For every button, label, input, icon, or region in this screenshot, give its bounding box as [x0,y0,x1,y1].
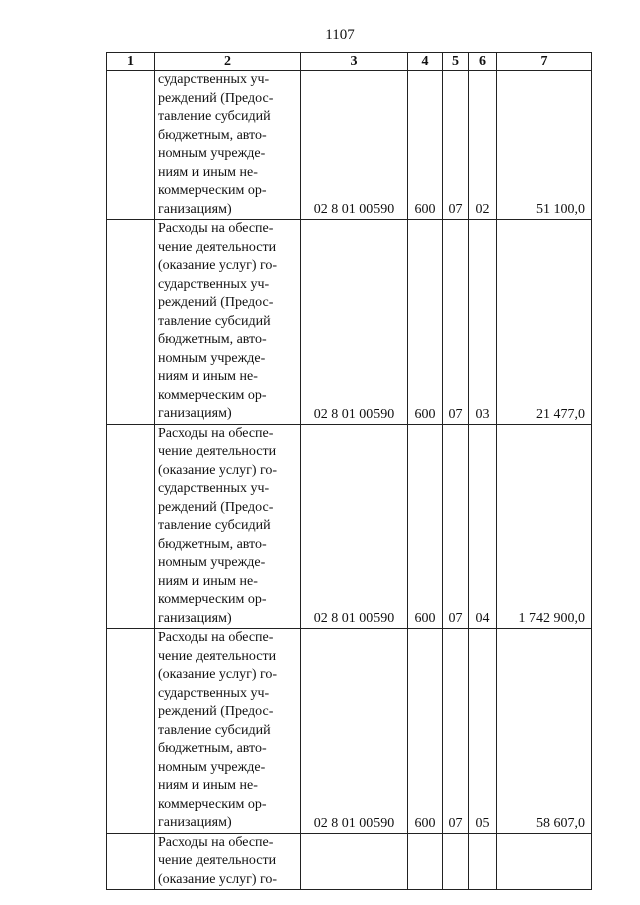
description-line: коммерческим ор- [158,796,267,812]
description-line: (оказание услуг) го- [158,462,278,478]
amount-cell: 1 742 900,0 [497,424,592,629]
description-line: номным учрежде- [158,350,266,366]
page-number: 1107 [325,27,355,43]
description-line: (оказание услуг) го- [158,871,278,887]
description-line: тавление субсидий [158,109,271,124]
row-number-cell [107,71,155,220]
expense-type-cell: 600 [408,424,443,629]
description-cell [155,71,301,220]
code-cell: 02 8 01 00590 [301,220,408,425]
description-line: Расходы на обеспе- [158,630,274,645]
description-line: бюджетным, авто- [158,127,267,143]
subsection-cell [469,833,497,890]
expense-type-cell: 600 [408,71,443,220]
description-line: номным учрежде- [158,555,266,570]
description-line: ниям и иным не- [158,164,258,180]
section-cell: 07 [443,424,469,629]
code-cell: 02 8 01 00590 [301,629,408,834]
description-line: сударственных уч- [158,481,270,496]
description-line: ниям и иным не- [158,778,258,793]
description-line: чение деятельности [158,853,277,868]
description-line: номным учрежде- [158,759,266,775]
description-line: бюджетным, авто- [158,332,267,347]
code-cell [301,833,408,890]
column-header: 4 [408,53,443,71]
description-line: коммерческим ор- [158,592,267,607]
expense-type-cell: 600 [408,220,443,425]
description-line: сударственных уч- [158,276,270,292]
section-cell: 07 [443,71,469,220]
description-line: коммерческим ор- [158,387,267,403]
description-line: ганизациям) [158,406,232,421]
description-cell [155,424,301,629]
table-row [107,424,592,629]
description-line: ганизациям) [158,201,232,217]
description-line: ганизациям) [158,610,232,626]
column-header: 6 [469,53,497,71]
subsection-cell: 03 [469,220,497,425]
description-line: коммерческим ор- [158,183,267,198]
subsection-cell: 04 [469,424,497,629]
description-line: сударственных уч- [158,72,270,87]
description-line: реждений (Предос- [158,295,274,310]
row-number-cell [107,424,155,629]
description-line: реждений (Предос- [158,499,274,515]
section-cell: 07 [443,220,469,425]
subsection-cell: 05 [469,629,497,834]
description-cell [155,833,301,890]
code-cell: 02 8 01 00590 [301,71,408,220]
description-line: бюджетным, авто- [158,536,267,552]
description-line: чение деятельности [158,239,277,255]
expense-type-cell: 600 [408,629,443,834]
column-header: 3 [301,53,408,71]
amount-cell: 51 100,0 [497,71,592,220]
description-line: чение деятельности [158,444,277,459]
table-row [107,220,592,425]
description-line: чение деятельности [158,648,277,664]
code-cell: 02 8 01 00590 [301,424,408,629]
column-header: 5 [443,53,469,71]
column-header: 7 [497,53,592,71]
table-row [107,71,592,220]
header-row [107,53,592,71]
description-line: тавление субсидий [158,518,271,533]
subsection-cell: 02 [469,71,497,220]
section-cell: 07 [443,629,469,834]
description-line: тавление субсидий [158,722,271,738]
amount-cell: 58 607,0 [497,629,592,834]
description-line: реждений (Предос- [158,704,274,719]
row-number-cell [107,220,155,425]
column-header: 1 [107,53,155,71]
description-line: (оказание услуг) го- [158,258,278,273]
description-line: (оказание услуг) го- [158,667,278,682]
row-number-cell [107,629,155,834]
row-number-cell [107,833,155,890]
amount-cell: 21 477,0 [497,220,592,425]
description-line: номным учрежде- [158,146,266,161]
description-line: сударственных уч- [158,685,270,701]
amount-cell [497,833,592,890]
description-line: тавление субсидий [158,313,271,329]
table-row [107,629,592,834]
description-line: ганизациям) [158,815,232,830]
description-cell [155,220,301,425]
description-line: ниям и иным не- [158,573,258,589]
description-line: Расходы на обеспе- [158,425,274,441]
description-line: Расходы на обеспе- [158,221,274,236]
description-line: бюджетным, авто- [158,741,267,756]
expense-type-cell [408,833,443,890]
column-header: 2 [155,53,301,71]
description-line: реждений (Предос- [158,90,274,106]
description-cell [155,629,301,834]
table-row [107,833,592,890]
section-cell [443,833,469,890]
budget-table [106,52,592,890]
description-line: Расходы на обеспе- [158,834,274,850]
description-line: ниям и иным не- [158,369,258,384]
